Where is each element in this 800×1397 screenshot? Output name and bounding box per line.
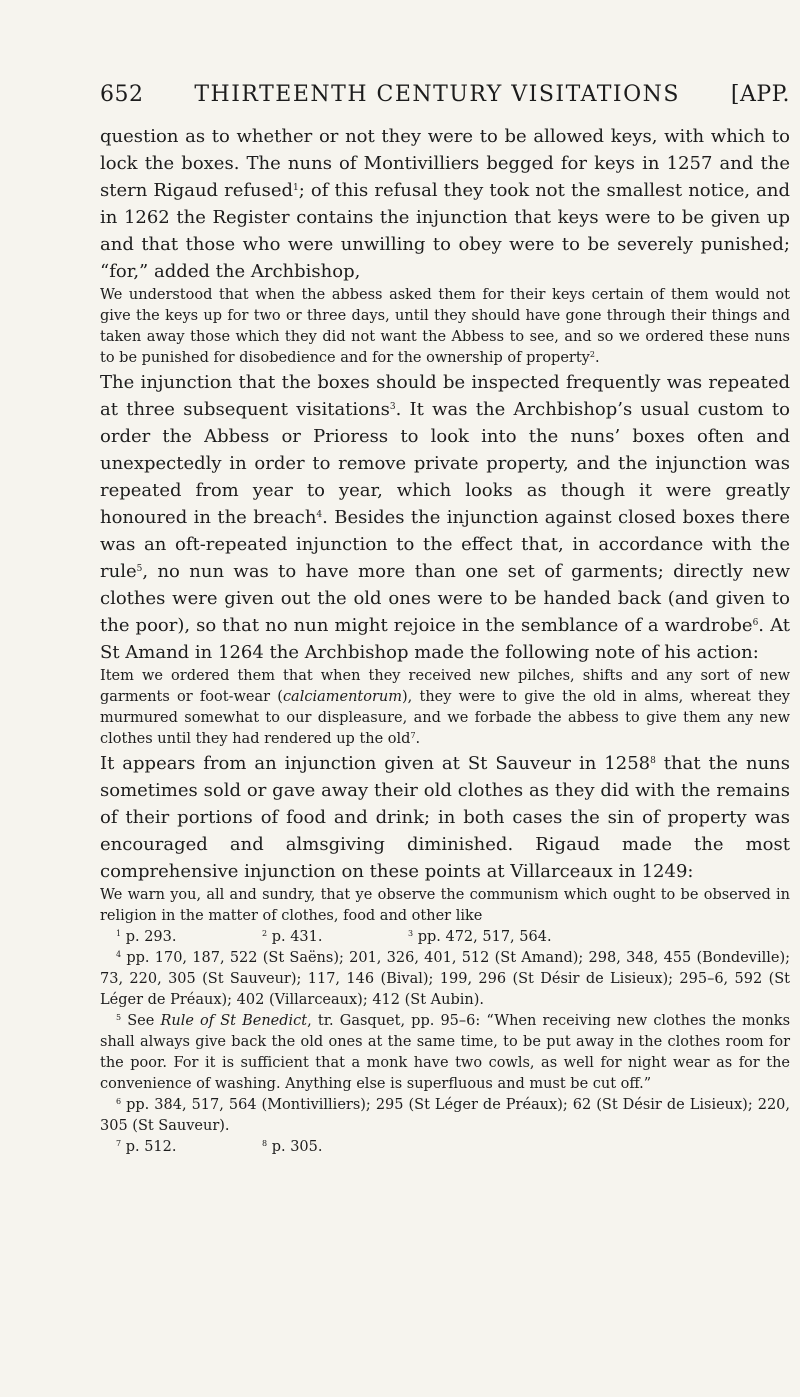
footnote-5-text-a: See	[127, 1013, 161, 1029]
section-label: [APP.	[730, 82, 790, 107]
page	[100, 82, 790, 1158]
footnote-2	[262, 927, 408, 948]
footnote-ref-7[interactable]: 7	[410, 731, 416, 740]
quote-2	[100, 666, 790, 750]
page-number: 652	[100, 82, 144, 107]
footnote-8-number: 8	[262, 1139, 268, 1148]
paragraph-2-text-a: The injunction that the boxes should be inspected frequently was repeated at three subsequent visitations	[100, 372, 790, 420]
paragraph-3-text-b: that the nuns sometimes sold or gave away their old clothes as they did with the remains of their portions of food and drink; in both cases the sin of property was encouraged and almsgiving diminished. Rigaud made the most comprehensive injunction on these points at Villarceaux in 1249:	[100, 753, 791, 882]
footnotes	[100, 927, 790, 1158]
footnote-5-text-b: , tr. Gasquet, pp. 95–6: “When receiving new clothes the monks shall always give back the old ones at the same time, to be put away in the clothes room for the poor. For it is sufficient that a monk have two cowls, as well for night wear as for the convenience of washing. Anything else is superfluous and must be cut off.”	[100, 1013, 791, 1092]
footnote-ref-1[interactable]: 1	[293, 183, 299, 193]
footnote-6	[100, 1095, 790, 1137]
paragraph-3-text-a: It appears from an injunction given at St Sauveur in 1258	[100, 753, 651, 774]
quote-3	[100, 885, 790, 927]
running-header	[100, 82, 790, 107]
footnote-2-text: p. 431.	[271, 929, 323, 945]
footnote-5-book-title: Rule of St Benedict	[160, 1013, 308, 1029]
footnote-ref-8[interactable]: 8	[650, 756, 656, 766]
footnote-ref-4[interactable]: 4	[316, 510, 323, 520]
footnote-ref-6[interactable]: 6	[752, 618, 759, 628]
footnote-3	[408, 927, 552, 948]
footnote-3-number: 3	[408, 929, 414, 938]
footnote-5-number: 5	[116, 1013, 122, 1022]
paragraph-1-text-b: ; of this refusal they took not the smallest notice, and in 1262 the Register contains the injunction that keys were to be given up and that those who were unwilling to obey were to be severely punished; “for,” added the Archbishop,	[100, 180, 790, 282]
footnotes-row-7-8	[100, 1137, 790, 1158]
paragraph-1	[100, 123, 790, 285]
footnote-6-number: 6	[116, 1097, 122, 1106]
quote-1-text-b: .	[594, 350, 600, 366]
footnote-1-text: p. 293.	[125, 929, 177, 945]
footnote-6-text: pp. 384, 517, 564 (Montivilliers); 295 (St Léger de Préaux); 62 (St Désir de Lisieux); 220, 305 (St Sauveur).	[100, 1097, 791, 1134]
footnote-4-number: 4	[116, 950, 122, 959]
footnote-8	[262, 1137, 323, 1158]
quote-2-text-b: ), they were to give the old in alms, whereat they murmured somewhat to our displeasure, and we forbade the abbess to give them any new clothes until they had rendered up the old	[100, 689, 790, 747]
footnote-7	[116, 1137, 262, 1158]
quote-2-latin-term: calciamentorum	[282, 689, 402, 705]
footnote-5	[100, 1011, 790, 1095]
footnote-8-text: p. 305.	[271, 1139, 323, 1155]
quote-1	[100, 285, 790, 369]
quote-2-text-c: .	[415, 731, 421, 747]
footnote-1	[116, 927, 262, 948]
footnote-ref-3[interactable]: 3	[389, 402, 396, 412]
quote-3-text: We warn you, all and sundry, that ye observe the communism which ought to be observed in religion in the matter of clothes, food and other like	[100, 887, 790, 924]
footnote-4	[100, 948, 790, 1011]
footnote-2-number: 2	[262, 929, 268, 938]
footnote-1-number: 1	[116, 929, 122, 938]
quote-2-text-a: Item we ordered them that when they received new pilches, shifts and any sort of new garments or foot-wear (	[100, 668, 790, 705]
paragraph-2-text-c: . Besides the injunction against closed boxes there was an oft-repeated injunction to the effect that, in accordance with the rule	[100, 507, 790, 582]
footnote-7-text: p. 512.	[125, 1139, 177, 1155]
footnote-7-number: 7	[116, 1139, 122, 1148]
paragraph-1-text-a: question as to whether or not they were to be allowed keys, with which to lock the boxes. The nuns of Montivilliers begged for keys in 1257 and the stern Rigaud refused	[100, 126, 790, 201]
footnotes-row-1-3	[100, 927, 790, 948]
paragraph-2-text-e: . At St Amand in 1264 the Archbishop made the following note of his action:	[100, 615, 791, 663]
paragraph-2-text-b: . It was the Archbishop’s usual custom to order the Abbess or Prioress to look into the nuns’ boxes often and unexpectedly in order to remove private property, and the injunction was repeated from year to year, which looks as though it were greatly honoured in the breach	[100, 399, 790, 528]
quote-1-text-a: We understood that when the abbess asked them for their keys certain of them would not give the keys up for two or three days, until they should have gone through their things and taken away those which they did not want the Abbess to see, and so we ordered these nuns to be punished for disobedience and for the ownership of property	[100, 287, 790, 366]
footnote-ref-5[interactable]: 5	[136, 564, 143, 574]
footnote-4-text: pp. 170, 187, 522 (St Saëns); 201, 326, 401, 512 (St Amand); 298, 348, 455 (Bondeville); 73, 220, 305 (St Sauveur); 117, 146 (Bival); 199, 296 (St Désir de Lisieux); 295–6, 592 (St Léger de Préaux); 402 (Villarceaux); 412 (St Aubin).	[100, 950, 791, 1008]
paragraph-2	[100, 369, 790, 666]
footnote-3-text: pp. 472, 517, 564.	[417, 929, 552, 945]
running-title: THIRTEENTH CENTURY VISITATIONS	[194, 82, 680, 107]
paragraph-2-text-d: , no nun was to have more than one set of garments; directly new clothes were given out the old ones were to be handed back (and given to the poor), so that no nun might rejoice in the semblance of a wardrobe	[100, 561, 790, 636]
paragraph-3	[100, 750, 790, 885]
footnote-ref-2[interactable]: 2	[589, 350, 595, 359]
